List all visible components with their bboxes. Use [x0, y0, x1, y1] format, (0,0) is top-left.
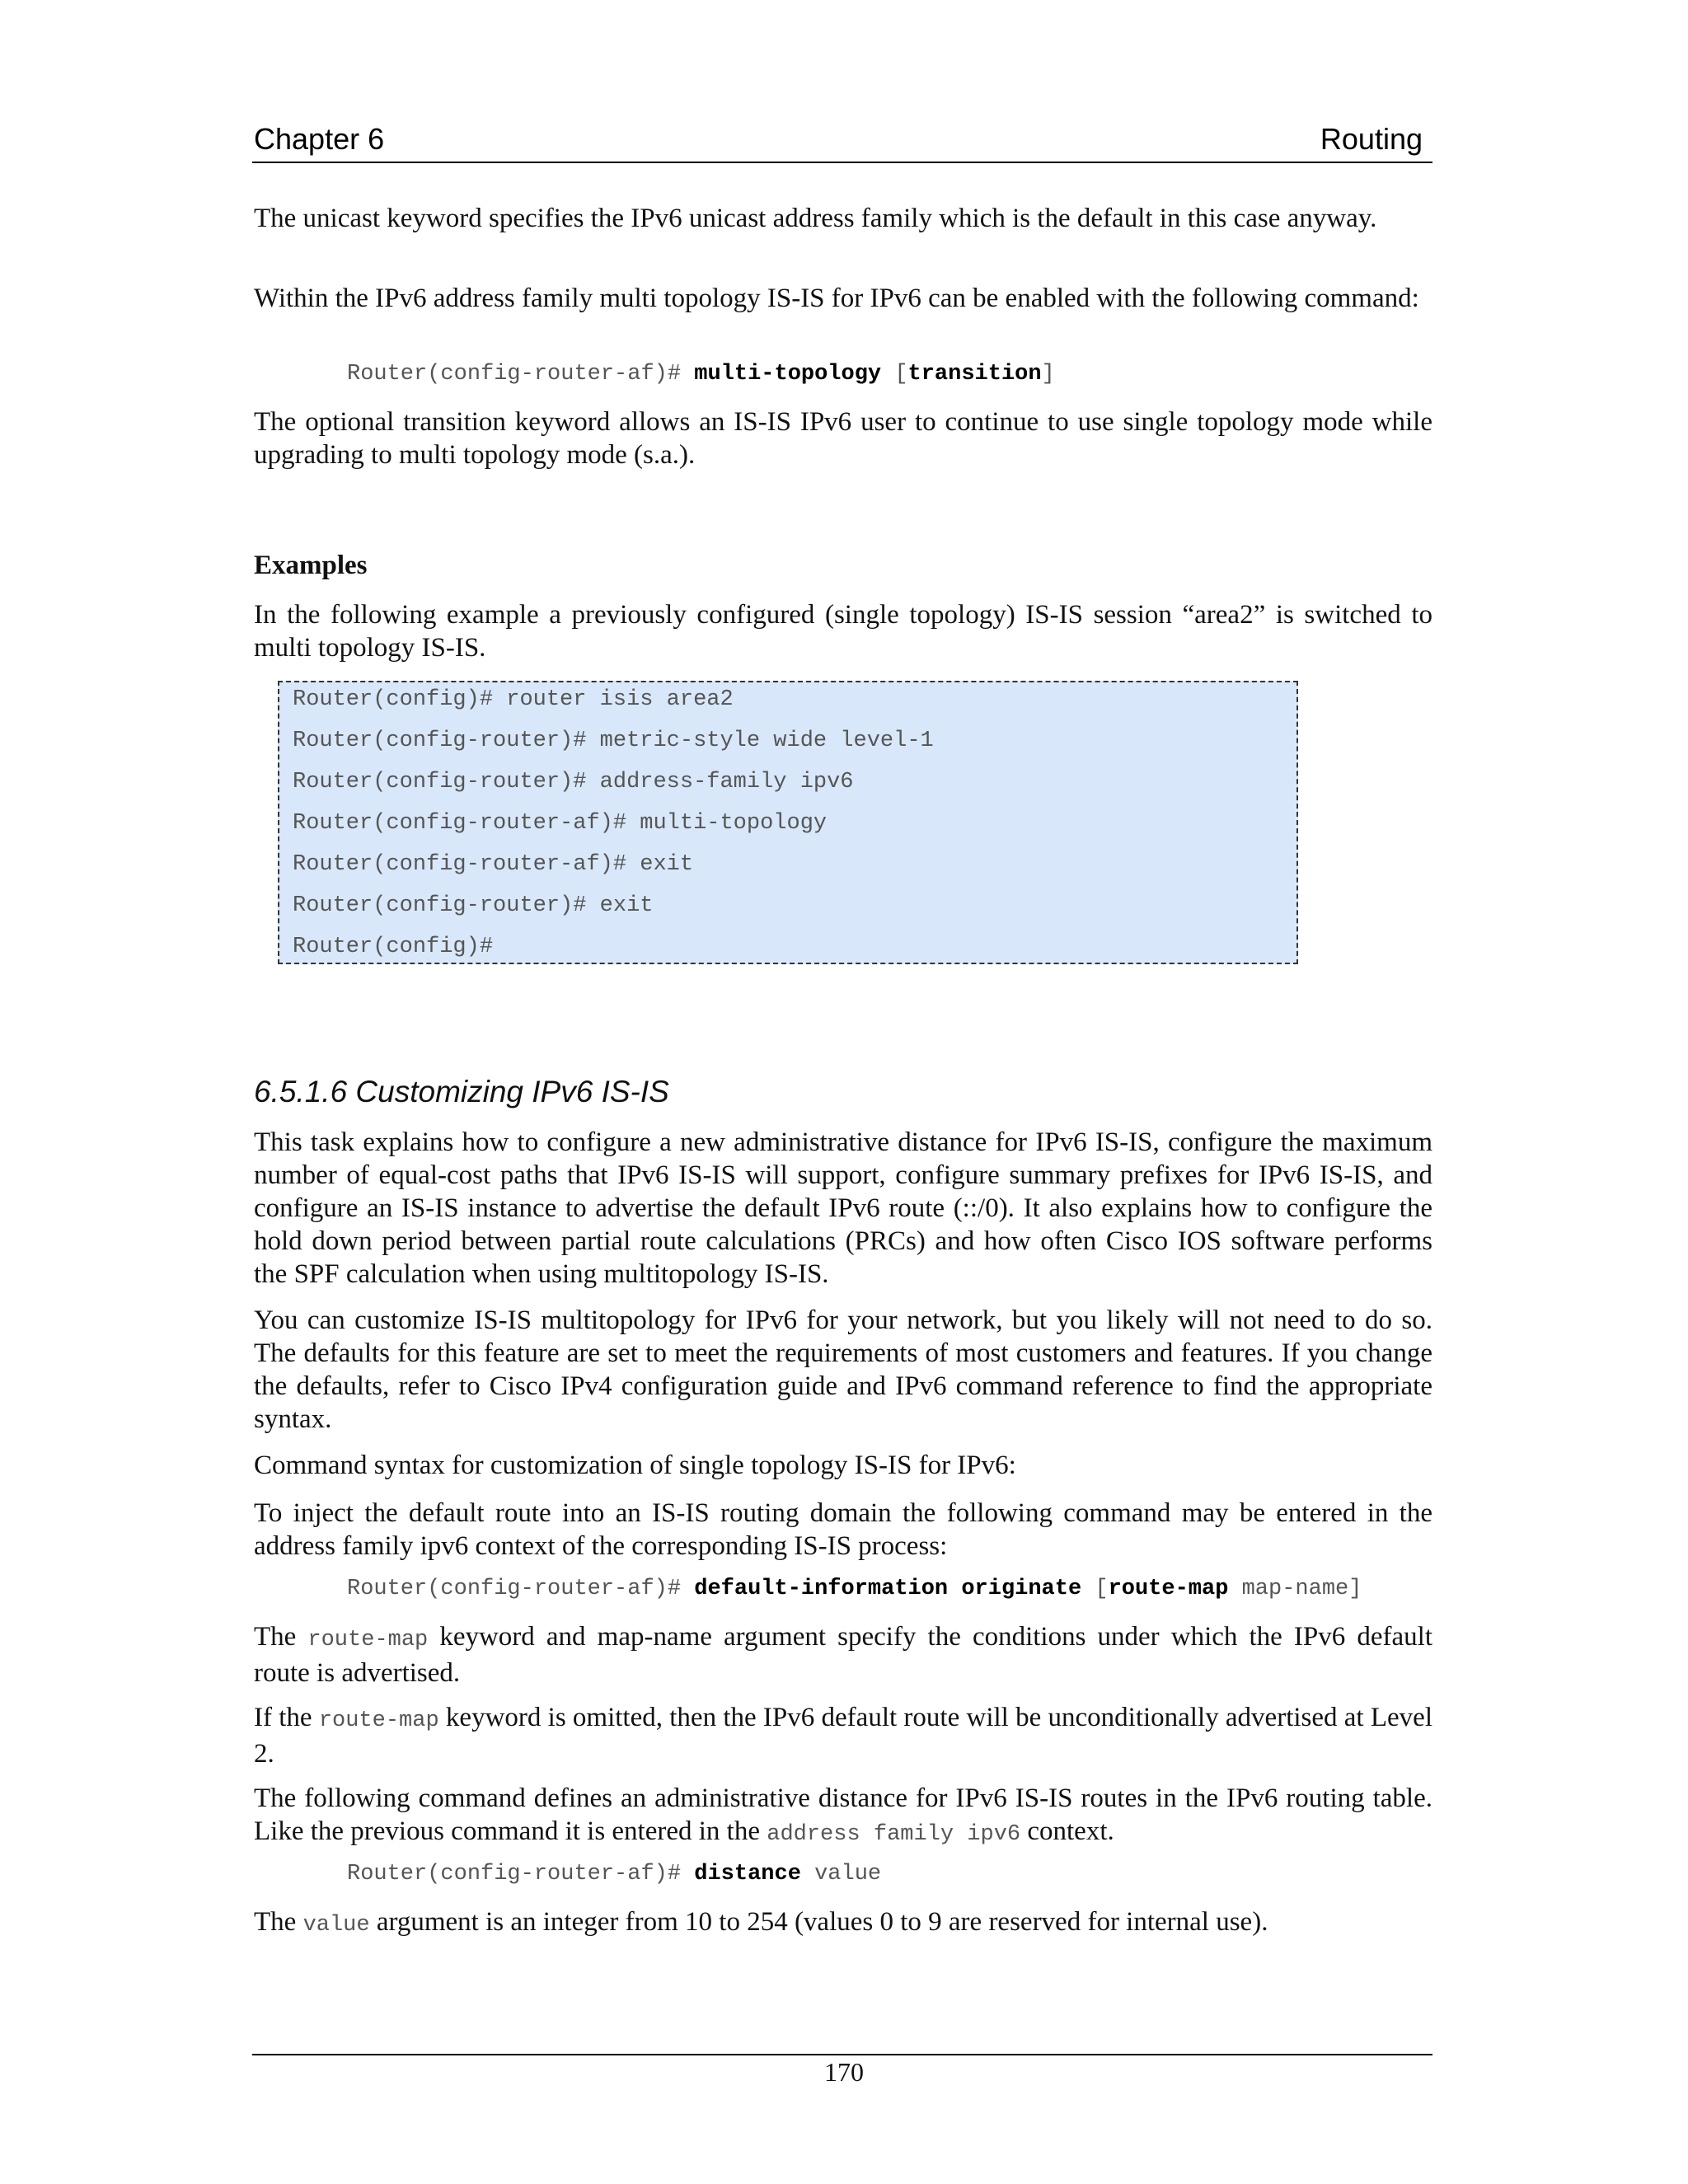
paragraph-transition: The optional transition keyword allows an IS-IS IPv6 user to continue to use single topology mode while upgrading to multi topology mode (s.a.). — [254, 407, 1432, 470]
code-line: Router(config-router-af)# exit — [293, 852, 694, 877]
paragraph-example-intro: In the following example a previously configured (single topology) IS-IS session “area2” is switched to multi topology IS-IS. — [254, 600, 1432, 663]
command-distance: Router(config-router-af)# distance value — [347, 1862, 882, 1886]
footer-rule — [252, 2054, 1432, 2055]
code-line: Router(config)# router isis area2 — [293, 687, 734, 712]
paragraph-customize-defaults: You can customize IS-IS multitopology for IPv6 for your network, but you likely will not need to do so. The defaults for this feature are set to meet the requirements of most customers and features. If you change the defaults, refer to Cisco IPv4 configuration guide and IPv6 command reference to find the appropriate syntax. — [254, 1305, 1432, 1434]
page-number: 170 — [824, 2057, 864, 2087]
code-example-box — [278, 681, 1298, 964]
paragraph-value-argument: The value argument is an integer from 10 to 254 (values 0 to 9 are reserved for internal use). — [254, 1907, 1268, 1938]
command-default-information-originate: Router(config-router-af)# default-information originate [route-map map-name] — [347, 1577, 1362, 1601]
code-line: Router(config-router)# metric-style wide level-1 — [293, 729, 934, 753]
chapter-title: Chapter 6 — [254, 122, 385, 156]
code-line: Router(config-router)# exit — [293, 893, 654, 918]
section-heading: 6.5.1.6 Customizing IPv6 IS-IS — [254, 1075, 669, 1108]
examples-heading: Examples — [254, 551, 368, 580]
command-multi-topology: Router(config-router-af)# multi-topology [transition] — [347, 362, 1055, 387]
paragraph-administrative-distance: The following command defines an administrative distance for IPv6 IS-IS routes in the IPv6 routing table. Like the previous command it is entered in the address family ipv6 context. — [254, 1783, 1432, 1847]
section-title: Routing — [1320, 122, 1423, 156]
paragraph-unicast: The unicast keyword specifies the IPv6 unicast address family which is the default in this case anyway. — [254, 204, 1377, 233]
paragraph-command-syntax: Command syntax for customization of single topology IS-IS for IPv6: — [254, 1451, 1016, 1480]
paragraph-route-map-omitted: If the route-map keyword is omitted, then the IPv6 default route will be unconditionally advertised at Level 2. — [254, 1703, 1432, 1769]
code-line: Router(config)# — [293, 935, 494, 959]
paragraph-inject-default-route: To inject the default route into an IS-IS routing domain the following command may be entered in the address family ipv6 context of the corresponding IS-IS process: — [254, 1498, 1432, 1561]
paragraph-multi-topology-intro: Within the IPv6 address family multi topology IS-IS for IPv6 can be enabled with the following command: — [254, 284, 1419, 313]
running-header — [252, 122, 1432, 163]
paragraph-route-map-keyword: The route-map keyword and map-name argument specify the conditions under which the IPv6 default route is advertised. — [254, 1622, 1432, 1688]
paragraph-task-description: This task explains how to configure a new administrative distance for IPv6 IS-IS, configure the maximum number of equal-cost paths that IPv6 IS-IS will support, configure summary prefixes for IPv6 IS-IS, and configure an IS-IS instance to advertise the default IPv6 route (::/0). It also explains how to configure the hold down period between partial route calculations (PRCs) and how often Cisco IOS software performs the SPF calculation when using multitopology IS-IS. — [254, 1127, 1432, 1289]
code-line: Router(config-router)# address-family ipv6 — [293, 770, 854, 794]
code-line: Router(config-router-af)# multi-topology — [293, 811, 828, 836]
